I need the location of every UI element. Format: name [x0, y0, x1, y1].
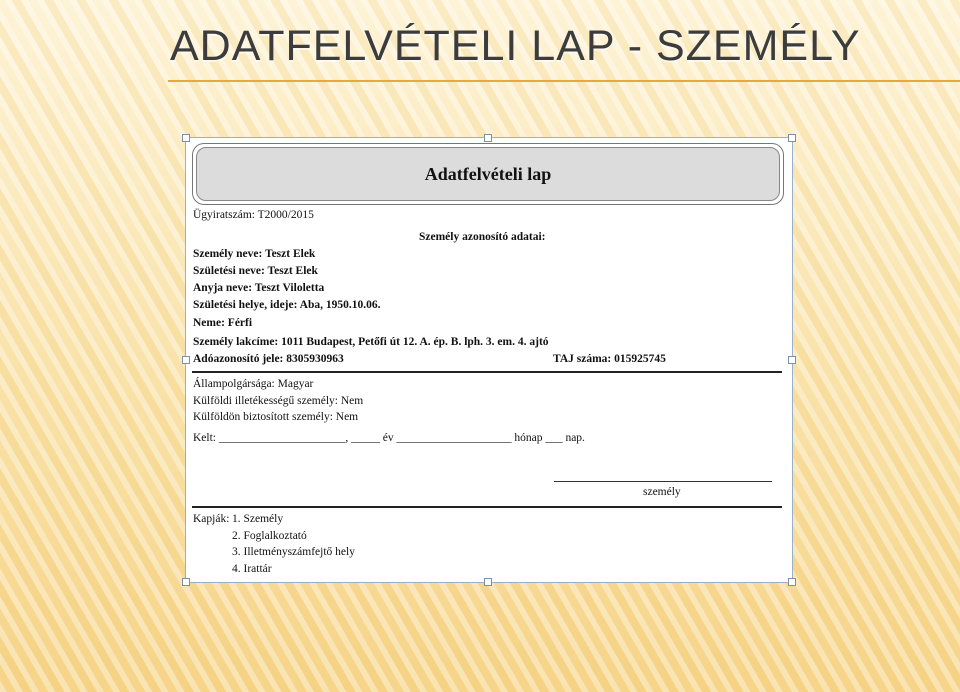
recipient-item: 2. Foglalkoztató [232, 530, 307, 542]
resize-handle-top-left[interactable] [182, 134, 190, 142]
title-divider [168, 80, 960, 82]
form-image[interactable] [185, 137, 793, 583]
recipient-item: 4. Irattár [232, 563, 272, 575]
dated-line: Kelt: ______________________, _____ év ____________________ hónap ___ nap. [193, 432, 585, 444]
resize-handle-left[interactable] [182, 356, 190, 364]
citizenship: Állampolgársága: Magyar [193, 378, 314, 390]
recipient-item: 1. Személy [232, 513, 284, 525]
field-name: Személy neve: Teszt Elek [193, 248, 316, 260]
signature-line [554, 481, 772, 482]
field-gender: Neme: Férfi [193, 317, 253, 329]
resize-handle-top[interactable] [484, 134, 492, 142]
resize-handle-bottom-left[interactable] [182, 578, 190, 586]
recipients-label: Kapják: [193, 513, 230, 525]
field-birth-place-date: Születési helye, ideje: Aba, 1950.10.06. [193, 299, 381, 311]
foreign-resident: Külföldi illetékességű személy: Nem [193, 395, 364, 407]
resize-handle-bottom[interactable] [484, 578, 492, 586]
recipient-item: 3. Illetményszámfejtő hely [232, 546, 355, 558]
divider-2 [192, 506, 782, 508]
slide-title: ADATFELVÉTELI LAP - SZEMÉLY [170, 22, 861, 70]
field-tax-id: Adóazonosító jele: 8305930963 [193, 353, 344, 365]
resize-handle-top-right[interactable] [788, 134, 796, 142]
section-title: Személy azonosító adatai: [419, 231, 546, 243]
resize-handle-right[interactable] [788, 356, 796, 364]
divider-1 [192, 371, 782, 373]
form-header-title: Adatfelvételi lap [424, 163, 552, 184]
field-birth-name: Születési neve: Teszt Elek [193, 265, 318, 277]
form-header [192, 143, 784, 205]
signature-label: személy [643, 486, 681, 498]
resize-handle-bottom-right[interactable] [788, 578, 796, 586]
case-number: Ügyiratszám: T2000/2015 [193, 209, 314, 221]
field-address: Személy lakcíme: 1011 Budapest, Petőfi út 12. A. ép. B. lph. 3. em. 4. ajtó [193, 336, 549, 348]
field-taj: TAJ száma: 015925745 [553, 353, 666, 365]
field-mother-name: Anyja neve: Teszt Viloletta [193, 282, 325, 294]
insured-abroad: Külföldön biztosított személy: Nem [193, 411, 359, 423]
